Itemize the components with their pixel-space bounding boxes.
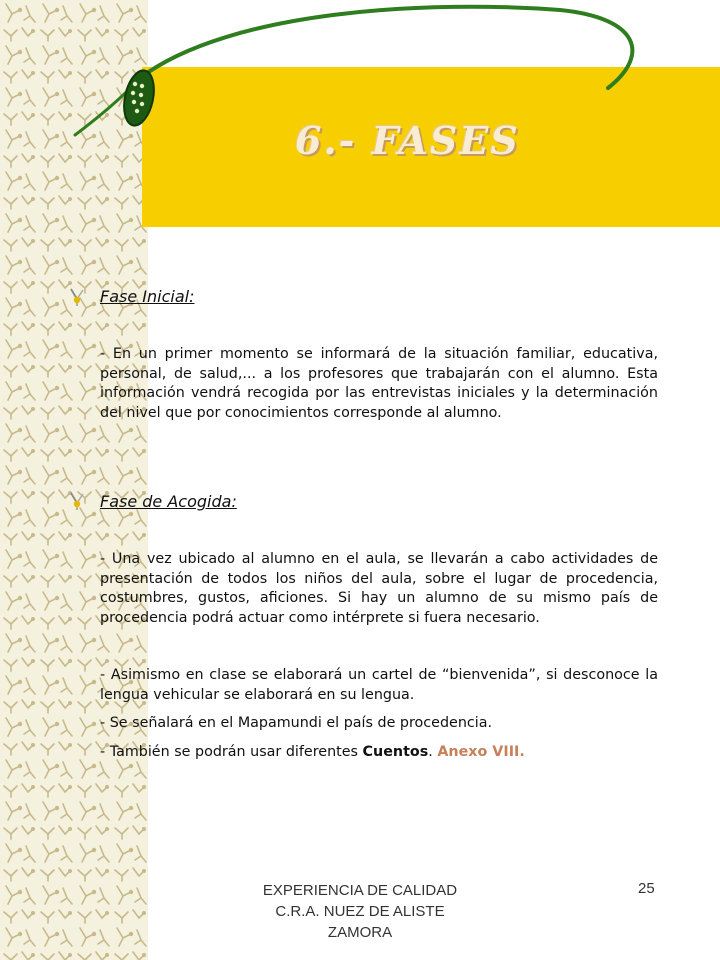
bold-text: Cuentos [362, 744, 429, 760]
text: . [519, 744, 525, 760]
text: . [428, 744, 438, 760]
anexo-link[interactable]: Anexo VIII [437, 744, 520, 760]
sparkle-bullet-icon [66, 490, 88, 512]
paragraph: - Se señalará en el Mapamundi el país de procedencia. [100, 715, 493, 731]
text: - También se podrán usar diferentes [100, 744, 363, 760]
footer [225, 880, 495, 943]
paragraph-last [100, 743, 658, 763]
paragraph: - Una vez ubicado al alumno en el aula, se llevarán a cabo actividades de presentación de todos los niños del aula, sobre el lugar de procedencia, costumbres, gustos, aficiones. Si hay un alumno de su mismo país de procedencia podrá actuar como intérprete si fuera necesario. [100, 551, 658, 626]
section-heading-fase-de-acogida: Fase de Acogida: [100, 492, 237, 511]
sparkle-bullet-icon [66, 286, 88, 308]
page-number: 25 [638, 880, 655, 897]
paragraph: - Asimismo en clase se elaborará un cartel de “bienvenida”, si desconoce la lengua vehicular se elaborará en su lengua. [100, 667, 658, 703]
section-heading-fase-inicial: Fase Inicial: [100, 287, 195, 306]
footer-line: EXPERIENCIA DE CALIDAD [262, 882, 458, 899]
paragraph: - En un primer momento se informará de la situación familiar, educativa, personal, de salud,... a los profesores que trabajarán con el alumno. Esta información vendrá recogida por las entrevistas iniciales y la determinación del nivel que por conocimientos corresponde al alumno. [100, 346, 658, 421]
footer-line: ZAMORA [327, 924, 393, 941]
page-title: 6.- FASES [295, 118, 520, 163]
footer-line: C.R.A. NUEZ DE ALISTE [275, 903, 445, 920]
